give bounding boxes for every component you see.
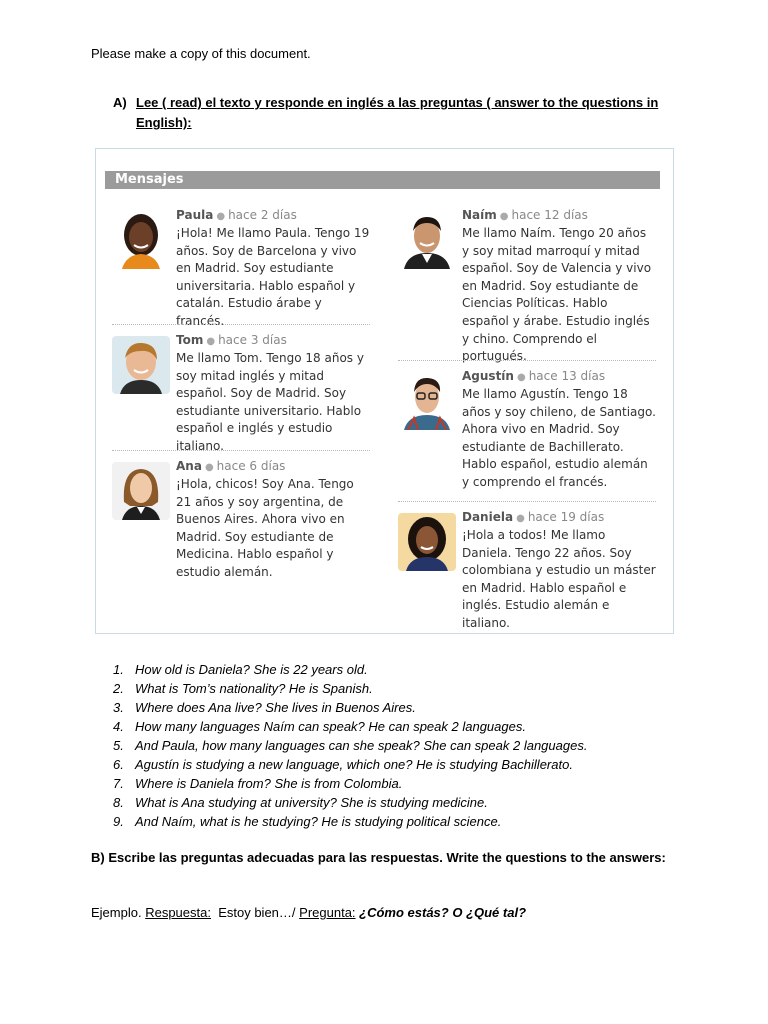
message-header: [176, 208, 297, 222]
sender-name: Agustín: [462, 369, 514, 383]
question-text: And Naím, what is he studying? He is studying political science.: [135, 814, 502, 829]
question-text: How many languages Naím can speak? He can speak 2 languages.: [135, 719, 526, 734]
question-item: [113, 698, 673, 717]
question-text: What is Tom’s nationality? He is Spanish.: [135, 681, 373, 696]
question-number: 3.: [113, 700, 124, 715]
question-number: 5.: [113, 738, 124, 753]
question-number: 8.: [113, 795, 124, 810]
message-header: [176, 333, 287, 347]
sender-name: Ana: [176, 459, 202, 473]
dot-icon: ●: [516, 372, 526, 383]
divider: [398, 501, 656, 502]
dot-icon: ●: [499, 211, 509, 222]
message-body: ¡Hola! Me llamo Paula. Tengo 19 años. Soy de Barcelona y vivo en Madrid. Soy estudiante universitaria. Hablo español y catalán. Estudio árabe y francés.: [176, 226, 370, 328]
question-number: 9.: [113, 814, 124, 829]
example-question: ¿Cómo estás? O ¿Qué tal?: [359, 905, 527, 920]
avatar-daniela: [398, 513, 456, 571]
message-header: [462, 369, 605, 383]
sender-name: Naím: [462, 208, 497, 222]
question-item: [113, 793, 673, 812]
question-label: Pregunta:: [299, 905, 356, 920]
messages-title-bar: [105, 171, 660, 189]
avatar-ana: [112, 462, 170, 520]
example-line: [91, 905, 526, 920]
question-number: 1.: [113, 662, 124, 677]
example-answer: Estoy bien…/: [218, 905, 296, 920]
answer-label: Respuesta:: [145, 905, 211, 920]
dot-icon: ●: [204, 462, 214, 473]
message-body: Me llamo Tom. Tengo 18 años y soy mitad inglés y mitad español. Soy de Madrid. Soy estudiante universitario. Hablo español e inglés y estudio italiano.: [176, 351, 364, 453]
example-prefix: Ejemplo.: [91, 905, 142, 920]
message-time: hace 13 días: [528, 369, 606, 383]
message-body: Me llamo Naím. Tengo 20 años y soy mitad marroquí y mitad español. Soy de Valencia y vivo en Madrid. Soy estudiante de Ciencias Políticas. Hablo español y árabe. Estudio inglés y chino. Comprendo el portugués.: [462, 226, 652, 364]
message-time: hace 12 días: [511, 208, 588, 222]
avatar-agustin: [398, 372, 456, 430]
messages-panel: [95, 148, 674, 634]
message-body: ¡Hola a todos! Me llamo Daniela. Tengo 22 años. Soy colombiana y estudio un máster en Madrid. Hablo español e inglés. Estudio alemán e italiano.: [462, 528, 656, 630]
section-a-label: A): [113, 95, 127, 110]
question-text: And Paula, how many languages can she speak? She can speak 2 languages.: [135, 738, 588, 753]
section-b-instruction: B) Escribe las preguntas adecuadas para las respuestas. Write the questions to the answers:: [91, 850, 666, 865]
question-text: Where does Ana live? She lives in Buenos Aires.: [135, 700, 416, 715]
message-body: ¡Hola, chicos! Soy Ana. Tengo 21 años y soy argentina, de Buenos Aires. Ahora vivo en Madrid. Soy estudiante de Medicina. Hablo español y estudio alemán.: [176, 477, 354, 579]
question-item: [113, 679, 673, 698]
question-item: [113, 717, 673, 736]
question-item: [113, 812, 673, 831]
divider: [112, 324, 370, 325]
section-a-instruction: Lee ( read) el texto y responde en inglés a las preguntas ( answer to the questions in English):: [136, 95, 659, 130]
avatar-paula: [112, 211, 170, 269]
avatar-naim: [398, 211, 456, 269]
intro-text: Please make a copy of this document.: [91, 46, 311, 61]
divider: [398, 360, 656, 361]
message-header: [462, 510, 604, 524]
question-item: [113, 755, 673, 774]
message-time: hace 19 días: [527, 510, 605, 524]
question-number: 7.: [113, 776, 124, 791]
message-header: [176, 459, 285, 473]
message-header: [462, 208, 588, 222]
dot-icon: ●: [206, 336, 216, 347]
question-number: 2.: [113, 681, 124, 696]
divider: [112, 450, 370, 451]
question-item: [113, 660, 673, 679]
question-text: How old is Daniela? She is 22 years old.: [135, 662, 368, 677]
message-time: hace 6 días: [216, 459, 286, 473]
question-item: [113, 774, 673, 793]
dot-icon: ●: [216, 211, 226, 222]
questions-list: [113, 660, 673, 831]
messages-title: Mensajes: [115, 172, 184, 187]
message-time: hace 2 días: [228, 208, 297, 222]
question-number: 4.: [113, 719, 124, 734]
message-body: Me llamo Agustín. Tengo 18 años y soy chileno, de Santiago. Ahora vivo en Madrid. Soy estudiante de Bachillerato. Hablo español, estudio alemán y comprendo el francés.: [462, 387, 656, 489]
question-item: [113, 736, 673, 755]
sender-name: Paula: [176, 208, 214, 222]
sender-name: Tom: [176, 333, 204, 347]
question-text: Where is Daniela from? She is from Colombia.: [135, 776, 403, 791]
question-text: What is Ana studying at university? She is studying medicine.: [135, 795, 488, 810]
message-time: hace 3 días: [218, 333, 287, 347]
question-text: Agustín is studying a new language, which one? He is studying Bachillerato.: [135, 757, 573, 772]
avatar-tom: [112, 336, 170, 394]
sender-name: Daniela: [462, 510, 514, 524]
dot-icon: ●: [516, 513, 525, 524]
question-number: 6.: [113, 757, 124, 772]
